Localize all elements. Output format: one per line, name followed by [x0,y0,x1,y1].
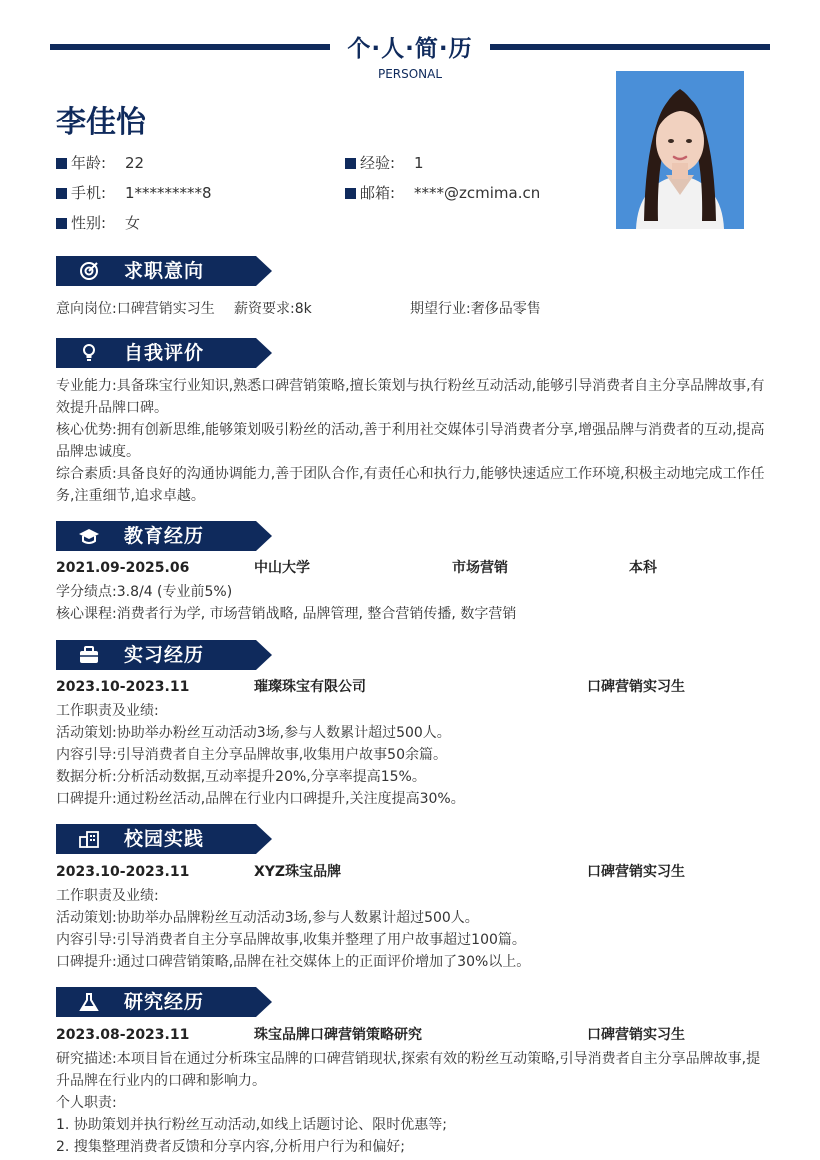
info-gender-value: 女 [125,214,141,232]
intention-position: 意向岗位:口碑营销实习生 [56,301,215,317]
campus-role: 口碑营销实习生 [587,864,685,880]
education-school: 中山大学 [254,560,310,576]
internship-body [56,700,768,810]
intention-industry: 期望行业:奢侈品零售 [410,301,541,317]
self-eval-body [56,375,768,507]
document-title: 个·人·简·历 [347,36,473,62]
bullet-square-icon [56,158,67,169]
section-title: 自我评价 [124,342,205,364]
internship-line: 口碑提升:通过粉丝活动,品牌在行业内口碑提升,关注度提高30%。 [56,791,465,807]
research-body [56,1048,768,1158]
campus-line: 活动策划:协助举办品牌粉丝互动活动3场,参与人数累计超过500人。 [56,910,479,926]
bullet-square-icon [345,188,356,199]
internship-header-row [56,676,768,698]
education-period: 2021.09-2025.06 [56,560,190,576]
info-experience [345,152,424,174]
flask-icon [78,992,100,1012]
internship-line: 活动策划:协助举办粉丝互动活动3场,参与人数累计超过500人。 [56,725,451,741]
research-project: 珠宝品牌口碑营销策略研究 [254,1027,422,1043]
self-eval-paragraph: 核心优势:拥有创新思维,能够策划吸引粉丝的活动,善于利用社交媒体引导消费者分享,增强品牌与消费者的互动,提高品牌忠诚度。 [56,422,765,460]
bullet-square-icon [345,158,356,169]
campus-line: 口碑提升:通过口碑营销策略,品牌在社交媒体上的正面评价增加了30%以上。 [56,954,531,970]
section-header-education [56,521,272,551]
research-period: 2023.08-2023.11 [56,1027,190,1043]
internship-company: 璀璨珠宝有限公司 [254,679,366,695]
section-title: 实习经历 [124,644,205,666]
bullet-square-icon [56,188,67,199]
graduation-cap-icon [78,526,100,546]
info-age-value: 22 [125,154,145,172]
profile-photo [616,71,744,229]
section-title: 校园实践 [124,828,205,850]
education-line: 核心课程:消费者行为学, 市场营销战略, 品牌管理, 整合营销传播, 数字营销 [56,606,517,622]
section-title: 教育经历 [124,525,205,547]
campus-body [56,885,768,973]
campus-header-row [56,861,768,883]
building-icon [78,829,100,849]
campus-period: 2023.10-2023.11 [56,864,190,880]
info-experience-label: 经验: [360,154,396,172]
info-phone-label: 手机: [71,184,107,202]
briefcase-icon [78,645,100,665]
info-email [345,182,541,204]
bullet-square-icon [56,218,67,229]
section-header-research [56,987,272,1017]
internship-period: 2023.10-2023.11 [56,679,190,695]
research-role: 口碑营销实习生 [587,1027,685,1043]
header-bar-left [50,44,330,50]
section-title: 求职意向 [124,260,205,282]
section-header-campus [56,824,272,854]
education-degree: 本科 [629,560,657,576]
internship-line: 内容引导:引导消费者自主分享品牌故事,收集用户故事50余篇。 [56,747,447,763]
research-line: 2. 搜集整理消费者反馈和分享内容,分析用户行为和偏好; [56,1139,405,1155]
info-email-value: ****@zcmima.cn [414,184,541,202]
education-major: 市场营销 [452,560,508,576]
document-subtitle: PERSONAL [377,67,443,81]
research-line: 研究描述:本项目旨在通过分析珠宝品牌的口碑营销现状,探索有效的粉丝互动策略,引导消费者自主分享品牌故事,提升品牌在行业内的口碑和影响力。 [56,1051,761,1089]
campus-line: 工作职责及业绩: [56,888,159,904]
education-header-row [56,557,768,579]
internship-line: 工作职责及业绩: [56,703,159,719]
info-age [56,152,145,174]
section-header-intention [56,256,272,286]
internship-role: 口碑营销实习生 [587,679,685,695]
campus-line: 内容引导:引导消费者自主分享品牌故事,收集并整理了用户故事超过100篇。 [56,932,526,948]
self-eval-paragraph: 专业能力:具备珠宝行业知识,熟悉口碑营销策略,擅长策划与执行粉丝互动活动,能够引导消费者自主分享品牌故事,有效提升品牌口碑。 [56,378,765,416]
info-email-label: 邮箱: [360,184,396,202]
internship-line: 数据分析:分析活动数据,互动率提升20%,分享率提高15%。 [56,769,426,785]
self-eval-paragraph: 综合素质:具备良好的沟通协调能力,善于团队合作,有责任心和执行力,能够快速适应工作环境,积极主动地完成工作任务,注重细节,追求卓越。 [56,466,765,504]
education-line: 学分绩点:3.8/4 (专业前5%) [56,584,233,600]
research-header-row [56,1024,768,1046]
info-gender-label: 性别: [71,214,107,232]
section-header-internship [56,640,272,670]
info-phone-value: 1*********8 [125,184,212,202]
target-icon [78,261,100,281]
info-gender [56,212,141,234]
info-phone [56,182,212,204]
lightbulb-icon [78,343,100,363]
research-line: 个人职责: [56,1095,117,1111]
info-experience-value: 1 [414,154,424,172]
intention-row [56,298,768,320]
education-body [56,581,768,625]
research-line: 1. 协助策划并执行粉丝互动活动,如线上话题讨论、限时优惠等; [56,1117,447,1133]
section-header-self-eval [56,338,272,368]
section-title: 研究经历 [124,991,205,1013]
campus-org: XYZ珠宝品牌 [254,864,342,880]
info-age-label: 年龄: [71,154,107,172]
candidate-name: 李佳怡 [56,105,146,140]
intention-salary: 薪资要求:8k [234,301,312,317]
header-bar-right [490,44,770,50]
